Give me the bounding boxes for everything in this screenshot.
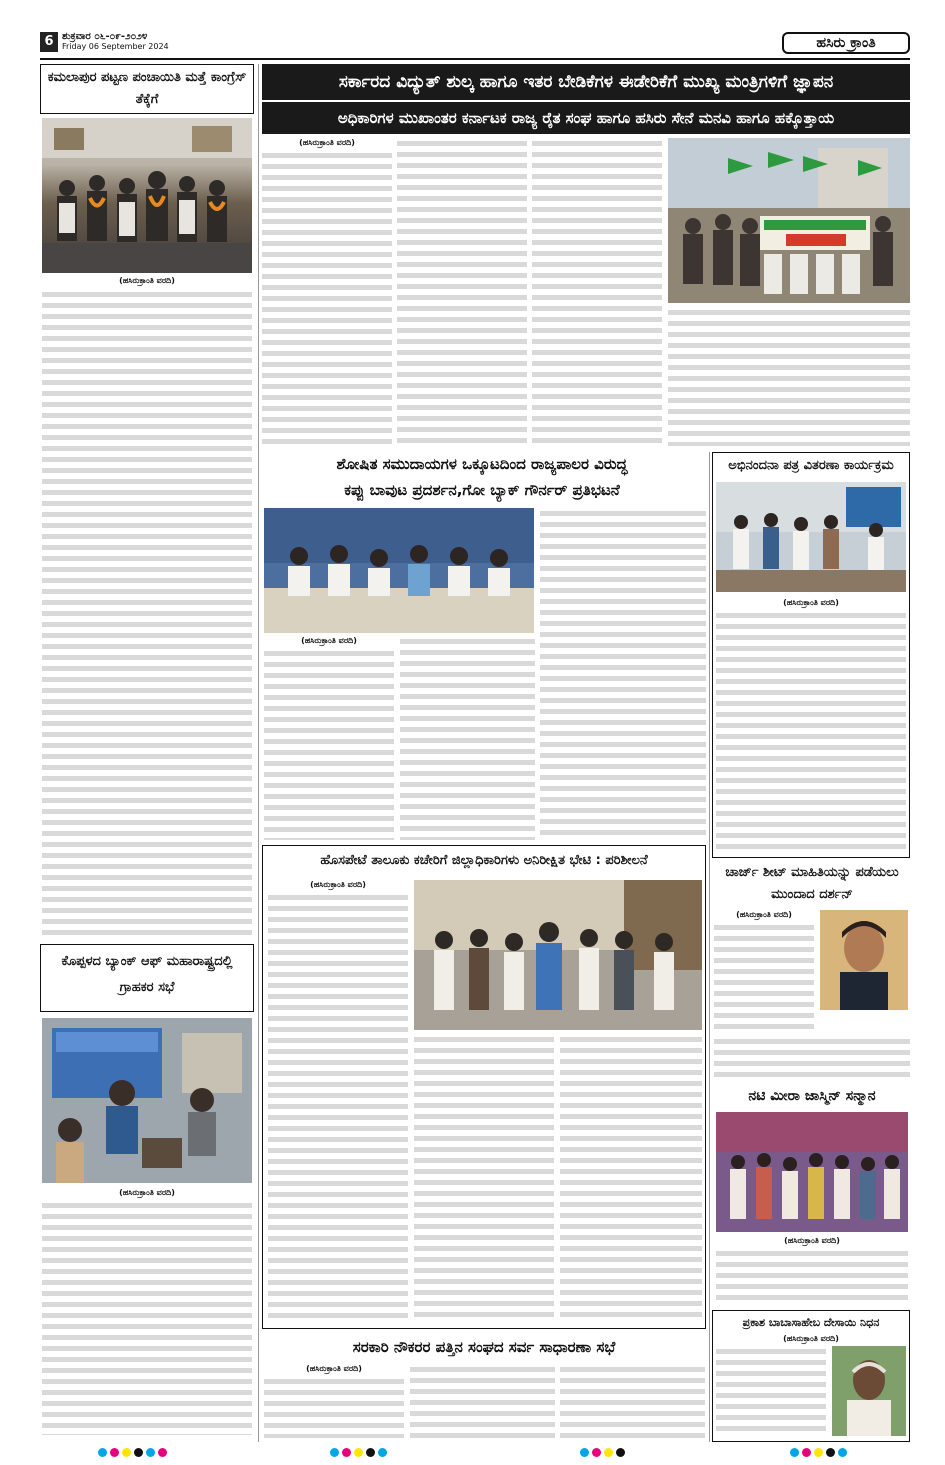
right-story2-headline: ಚಾರ್ಜ್ ಶೀಟ್ ಮಾಹಿತಿಯನ್ನು ಪಡೆಯಲು ಮುಂದಾದ ದರ್ಶನ್ [725,865,899,902]
left-story2-byline: (ಹಸಿರುಕ್ರಾಂತಿ ವರದಿ) [119,1188,175,1197]
photo-farmers-protest [668,138,910,303]
center-story2-col2-text [400,636,535,840]
photo-sc-st-press-meet [264,508,534,633]
right-story1-headline: ಅಭಿನಂದನಾ ಪತ್ರ ವಿತರಣಾ ಕಾರ್ಯಕ್ರಮ [728,458,894,473]
right-story1-byline: (ಹಸಿರುಕ್ರಾಂತಿ ವರದಿ) [783,598,839,607]
right-story4-body-text [716,1346,826,1436]
page-number: 6 [40,32,58,52]
center-story2-headline-line2: ಕಪ್ಪು ಬಾವುಟ ಪ್ರದರ್ಶನ,ಗೋ ಬ್ಯಾಕ್ ಗೌರ್ನರ್ ಪ್ರತಿಭಟನೆ [344,481,620,499]
photo-darshan-portrait [820,910,908,1010]
right-story4-headline: ಪ್ರಕಾಶ ಬಾಬಾಸಾಹೇಬ ದೇಸಾಯಿ ನಿಧನ [742,1316,880,1329]
date-english: Friday 06 September 2024 [62,42,169,51]
right-story4-byline: (ಹಸಿರುಕ್ರಾಂತಿ ವರದಿ) [783,1334,839,1343]
right-story3-byline: (ಹಸಿರುಕ್ರಾಂತಿ ವರದಿ) [784,1236,840,1245]
main-story-byline: (ಹಸಿರುಕ್ರಾಂತಿ ವರದಿ) [299,138,355,147]
photo-meera-jasmine-felicitation [716,1112,908,1232]
center-story2-headline-line1: ಶೋಷಿತ ಸಮುದಾಯಗಳ ಒಕ್ಕೂಟದಿಂದ ರಾಜ್ಯಪಾಲರ ವಿರುದ್ಧ [336,455,628,473]
center-story2-byline: (ಹಸಿರುಕ್ರಾಂತಿ ವರದಿ) [301,636,357,645]
registration-marks-center [330,1448,387,1457]
left-story2-headline-box [40,944,254,1012]
right-story2-col2-text [714,1036,910,1080]
main-story-col4-text [668,307,910,446]
right-story1-body-text [716,610,906,853]
column-rule-left [258,64,259,1442]
center-story3-col1-text [268,892,408,1322]
center-story4-col2-text [410,1364,555,1438]
registration-marks-left [98,1448,167,1457]
center-story3-col2-text [414,1034,554,1322]
left-story2-body-text [42,1200,252,1435]
center-story4-col1-text [264,1376,404,1438]
center-story3-byline: (ಹಸಿರುಕ್ರಾಂತಿ ವರದಿ) [310,880,366,889]
left-story1-headline-box [40,64,254,114]
right-story3-body-text [716,1248,908,1304]
photo-bank-meeting [42,1018,252,1183]
date-kannada: ಶುಕ್ರವಾರ ೦೬-೦೯-೨೦೨೪ [62,31,148,42]
center-story3-col3-text [560,1034,702,1322]
right-story3-headline: ನಟಿ ಮೀರಾ ಜಾಸ್ಮಿನ್ ಸನ್ಮಾನ [748,1088,876,1104]
left-story2-headline: ಕೊಪ್ಪಳದ ಬ್ಯಾಂಕ್ ಆಫ್ ಮಹಾರಾಷ್ಟ್ರದಲ್ಲಿ ಗ್ರಾಹಕರ ಸಭೆ [61,954,233,995]
main-headline-line1: ಸರ್ಕಾರದ ವಿದ್ಯುತ್ ಶುಲ್ಕ ಹಾಗೂ ಇತರ ಬೇಡಿಕೆಗಳ ಈಡೇರಿಕೆಗೆ ಮುಖ್ಯ ಮಂತ್ರಿಗಳಿಗೆ ಜ್ಞಾಪನ [262,64,910,100]
header-rule [40,58,910,60]
newspaper-name: ಹಸಿರು ಕ್ರಾಂತಿ [782,32,910,54]
right-story2-col1-text [714,922,814,1032]
center-story4-col3-text [560,1364,705,1438]
left-story1-headline: ಕಮಲಾಪುರ ಪಟ್ಟಣ ಪಂಚಾಯಿತಿ ಮತ್ತೆ ಕಾಂಗ್ರೆಸ್ ತೆಕ್ಕೆಗೆ [47,70,247,107]
photo-kamalapura-celebration [42,118,252,273]
right-story2-byline: (ಹಸಿರುಕ್ರಾಂತಿ ವರದಿ) [736,910,792,919]
main-story-col3-text [532,138,662,446]
photo-appreciation-letters [716,482,906,592]
left-story1-body-text [42,289,252,939]
center-story4-byline: (ಹಸಿರುಕ್ರಾಂತಿ ವರದಿ) [306,1364,362,1373]
column-rule-right [709,452,710,1442]
main-story-col2-text [397,138,527,446]
photo-prakash-desai-portrait [832,1346,906,1436]
registration-marks-center-right [580,1448,625,1457]
main-headline-line2: ಅಧಿಕಾರಿಗಳ ಮುಖಾಂತರ ಕರ್ನಾಟಕ ರಾಜ್ಯ ರೈತ ಸಂಘ ಹಾಗೂ ಹಸಿರು ಸೇನೆ ಮನವಿ ಹಾಗೂ ಹಕ್ಕೊತ್ತಾಯ [262,102,910,134]
main-story-col1-text [262,150,392,446]
center-story4-headline: ಸರಕಾರಿ ನೌಕರರ ಪತ್ತಿನ ಸಂಘದ ಸರ್ವ ಸಾಧಾರಣಾ ಸಭೆ [352,1338,616,1356]
left-story1-byline: (ಹಸಿರುಕ್ರಾಂತಿ ವರದಿ) [119,276,175,285]
center-story3-headline: ಹೊಸಪೇಟೆ ತಾಲೂಕು ಕಚೇರಿಗೆ ಜಿಲ್ಲಾಧಿಕಾರಿಗಳು ಅನಿರೀಕ್ಷಿತ ಭೇಟಿ : ಪರಿಶೀಲನೆ [320,853,648,868]
center-story2-col3-text [540,508,706,840]
registration-marks-right [790,1448,847,1457]
page-header [40,32,910,54]
photo-dc-office-visit [414,880,702,1030]
center-story2-col1-text [264,648,394,840]
